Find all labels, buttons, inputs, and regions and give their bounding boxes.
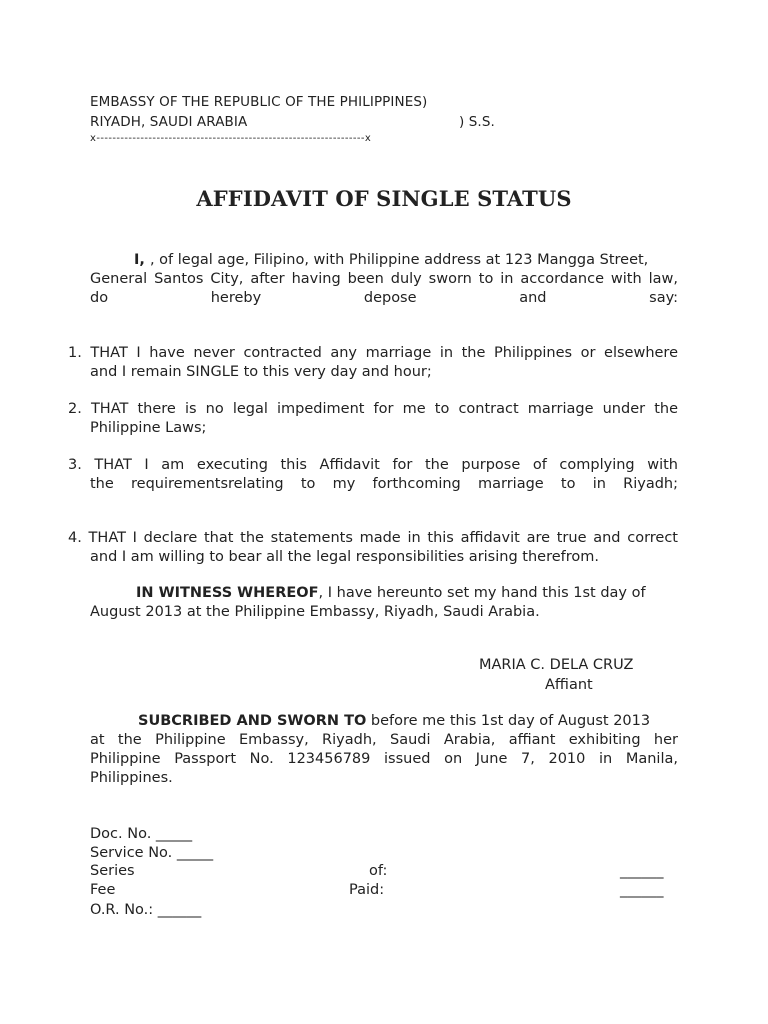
list-item	[68, 529, 678, 567]
fee-paid: Paid:	[349, 882, 385, 898]
intro-word: say:	[649, 290, 678, 306]
list-item-line-2: and I am willing to bear all the legal responsibilities arising therefrom.	[90, 549, 599, 565]
affiant-role: Affiant	[545, 677, 593, 693]
doc-no: Doc. No. _____	[90, 826, 193, 842]
intro-paragraph	[90, 251, 678, 308]
witness-lead: IN WITNESS WHEREOF	[136, 585, 319, 601]
affiant-name: MARIA C. DELA CRUZ	[479, 657, 634, 673]
venue-line-1: EMBASSY OF THE REPUBLIC OF THE PHILIPPINES)	[90, 94, 428, 110]
venue-line-2-right: ) S.S.	[459, 114, 495, 130]
jurat-line-2: at the Philippine Embassy, Riyadh, Saudi Arabia, affiant exhibiting her	[90, 732, 678, 748]
jurat-line-1-rest: before me this 1st day of August 2013	[366, 713, 651, 729]
list-item-line-2: the requirementsrelating to my forthcoming marriage to in Riyadh;	[90, 476, 678, 492]
intro-line-1-rest: , of legal age, Filipino, with Philippine address at 123 Mangga Street,	[149, 252, 649, 268]
list-item-line-1: 2. THAT there is no legal impediment for me to contract marriage under the	[68, 401, 678, 417]
series-label: Series	[90, 863, 135, 879]
fee-label: Fee	[90, 882, 116, 898]
jurat-line-1	[90, 712, 678, 731]
witness-line-2: August 2013 at the Philippine Embassy, Riyadh, Saudi Arabia.	[90, 604, 540, 620]
list-item-line-2: Philippine Laws;	[90, 420, 207, 436]
list-item-line-1: 4. THAT I declare that the statements made in this affidavit are true and correct	[68, 530, 678, 546]
venue-divider: x-------------------------------------------------------------------x	[90, 133, 372, 144]
intro-line-2: General Santos City, after having been duly sworn to in accordance with law,	[90, 271, 678, 287]
or-no: O.R. No.: ______	[90, 902, 202, 918]
jurat-lead: SUBCRIBED AND SWORN TO	[138, 713, 367, 729]
list-item-line-2: and I remain SINGLE to this very day and hour;	[90, 364, 432, 380]
service-no: Service No. _____	[90, 845, 214, 861]
jurat-paragraph	[90, 712, 678, 788]
witness-paragraph	[90, 584, 678, 622]
witness-line-1	[90, 584, 678, 603]
list-item	[68, 344, 678, 382]
list-item-line-1: 1. THAT I have never contracted any marriage in the Philippines or elsewhere	[68, 345, 678, 361]
list-item	[68, 400, 678, 438]
series-of: of:	[369, 863, 388, 879]
intro-line-3	[90, 289, 678, 308]
series-blank: ______	[620, 863, 664, 879]
witness-line-1-rest: , I have hereunto set my hand this 1st day of	[318, 585, 646, 601]
intro-word: and	[519, 290, 547, 306]
document-title: AFFIDAVIT OF SINGLE STATUS	[196, 186, 572, 211]
list-item	[68, 456, 678, 494]
jurat-line-4: Philippines.	[90, 770, 173, 786]
fee-blank: ______	[620, 882, 664, 898]
jurat-line-3: Philippine Passport No. 123456789 issued on June 7, 2010 in Manila,	[90, 751, 678, 767]
intro-word: do	[90, 290, 109, 306]
intro-line-1	[90, 251, 678, 270]
venue-line-2-left: RIYADH, SAUDI ARABIA	[90, 114, 248, 130]
intro-lead: I,	[134, 252, 150, 268]
intro-word: depose	[363, 290, 417, 306]
list-item-line-1: 3. THAT I am executing this Affidavit for the purpose of complying with	[68, 457, 678, 473]
intro-word: hereby	[210, 290, 262, 306]
